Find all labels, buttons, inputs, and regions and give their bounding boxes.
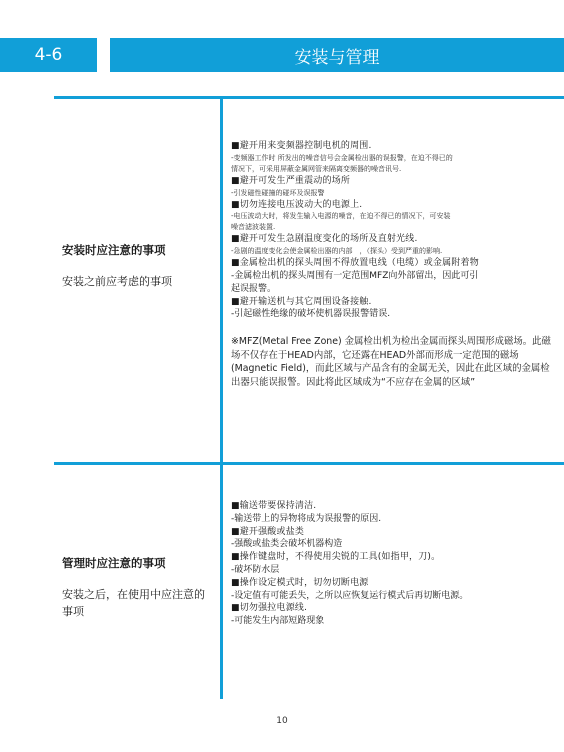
bullet-item: ■操作键盘时，不得使用尖锐的工具(如指甲，刀)。 xyxy=(231,552,441,563)
bullet-item: ■避开可发生严重震动的场所 xyxy=(231,175,351,186)
item-description: -引发磁性碰撞的碰坏及误报警 xyxy=(231,188,325,197)
bullet-item: ■金属检出机的探头周围不得放置电线（电缆）或金属附着物 xyxy=(231,258,479,269)
column-divider-top xyxy=(220,96,223,465)
bullet-item: ■避开强酸或盐类 xyxy=(231,526,305,537)
bullet-item: ■输送带要保持清洁. xyxy=(231,501,317,511)
item-description: -引起磁性绝缘的破坏使机器误报警错误. xyxy=(231,309,391,320)
item-description: -可能发生内部短路现象 xyxy=(231,616,325,627)
section-manage-title: 管理时应注意的事项 xyxy=(62,556,166,570)
item-description: 起误报警。 xyxy=(231,283,277,294)
bullet-item: ■避开可发生急剧温度变化的场所及直射光线. xyxy=(231,234,418,245)
section-install-content xyxy=(231,140,551,399)
bullet-item: ■避开输送机与其它周围设备接触. xyxy=(231,296,372,307)
page-number: 10 xyxy=(276,716,288,726)
item-description: -急剧的温度变化会使金属检出器的内部 ，（探头）受到严重的影响. xyxy=(231,247,443,256)
bullet-item: ■切勿连接电压波动大的电源上. xyxy=(231,199,363,210)
table-middle-rule xyxy=(54,462,564,465)
item-description: 噪音滤波装置. xyxy=(231,223,276,232)
chapter-number: 4-6 xyxy=(0,38,97,72)
item-description: -破坏防水层 xyxy=(231,564,280,575)
item-description: -变频器工作时 所发出的噪音信号会金属检出器的误报警，在迫不得已的 xyxy=(231,153,453,162)
bullet-item: ■避开用来变频器控制电机的周围. xyxy=(231,141,372,151)
item-description: -设定值有可能丢失，之所以应恢复运行模式后再切断电源。 xyxy=(231,590,469,601)
item-description: 情况下，可采用屏蔽金属网管来隔离变频器的噪音讯号. xyxy=(231,164,402,173)
item-description: -强酸或盐类会破坏机器构造 xyxy=(231,539,343,550)
item-description: -电压波动大时，将发生输入电源的噪音，在迫不得已的情况下，可安装 xyxy=(231,212,451,221)
mfz-note: ※MFZ(Metal Free Zone) 金属检出机为检出金属而探头周围形成磁场。此磁场不仅存在于HEAD内部，它还露在HEAD外部而形成一定范围的磁场(Magnetic Field)，而此区域与产品含有的金属无关，因此在此区域的金属检出器只能误报警。因此将此区域成为“不应存在金属的区域” xyxy=(231,336,551,388)
section-install-heading xyxy=(62,242,214,290)
item-description: -输送带上的异物将成为误报警的原因. xyxy=(231,513,382,524)
section-manage-heading xyxy=(62,555,214,620)
table-top-rule xyxy=(54,96,564,99)
section-manage-subtitle: 安装之后，在使用中应注意的事项 xyxy=(62,588,205,618)
item-description: -金属检出机的探头周围有一定范围MFZ向外部留出，因此可引 xyxy=(231,270,479,281)
section-install-subtitle: 安装之前应考虑的事项 xyxy=(62,275,172,288)
bullet-item: ■切勿强拉电源线. xyxy=(231,603,308,614)
section-manage-content xyxy=(231,500,551,628)
bullet-item: ■操作设定模式时，切勿切断电源 xyxy=(231,577,369,588)
section-install-title: 安装时应注意的事项 xyxy=(62,243,166,257)
column-divider-bottom xyxy=(220,462,223,699)
page-title: 安装与管理 xyxy=(110,38,564,72)
